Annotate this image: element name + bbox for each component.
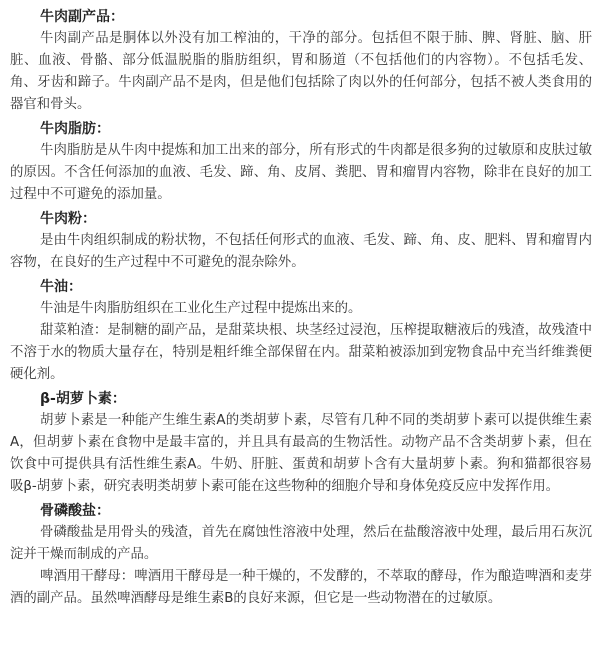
section-paragraph: 牛肉脂肪是从牛肉中提炼和加工出来的部分，所有形式的牛肉都是很多狗的过敏原和皮肤过敏的原因。不含任何添加的血液、毛发、蹄、角、皮屑、粪肥、胃和瘤胃内容物，除非在良好的加工过程中不可避免的添加量。 — [10, 143, 592, 202]
section-paragraph: 是由牛肉组织制成的粉状物，不包括任何形式的血液、毛发、蹄、角、皮、肥料、胃和瘤胃内容物，在良好的生产过程中不可避免的混杂除外。 — [10, 233, 592, 270]
section-paragraph: 胡萝卜素是一种能产生维生素A的类胡萝卜素，尽管有几种不同的类胡萝卜素可以提供维生素A，但胡萝卜素在食物中是最丰富的，并且具有最高的生物活性。动物产品不含类胡萝卜素，但在饮食中可提供具有活性维生素A。牛奶、肝脏、蛋黄和胡萝卜含有大量胡萝卜素。狗和猫都很容易吸β-胡萝卜素，研究表明类胡萝卜素可能在这些物种的细胞介导和身体免疫反应中发挥作用。 — [10, 413, 592, 494]
section-paragraph: 骨磷酸盐是用骨头的残渣，首先在腐蚀性溶液中处理，然后在盐酸溶液中处理，最后用石灰沉淀并干燥而制成的产品。 — [10, 525, 592, 562]
section-paragraph: 牛油是牛肉脂肪组织在工业化生产过程中提炼出来的。 — [40, 301, 362, 316]
section-heading-bone-phosphate: 骨磷酸盐： — [40, 503, 110, 519]
section-heading-beef-fat: 牛肉脂肪： — [40, 121, 110, 137]
section-paragraph: 甜菜粕渣：是制糖的副产品，是甜菜块根、块茎经过浸泡，压榨提取糖液后的残渣，故残渣中不溶于水的物质大量存在，特别是粗纤维全部保留在内。甜菜粕被添加到宠物食品中充当纤维粪便硬化剂。 — [10, 323, 592, 382]
section-heading-beta-carotene: β-胡萝卜素： — [40, 391, 126, 407]
section-paragraph: 牛肉副产品是胴体以外没有加工榨油的，干净的部分。包括但不限于肺、脾、肾脏、脑、肝脏、血液、骨骼、部分低温脱脂的脂肪组织，胃和肠道（不包括他们的内容物）。不包括毛发、角、牙齿和蹄子。牛肉副产品不是肉，但是他们包括除了肉以外的任何部分，包括不被人类食用的器官和骨头。 — [10, 31, 592, 112]
section-heading-beef-byproducts: 牛肉副产品： — [40, 9, 124, 25]
section-paragraph: 啤酒用干酵母：啤酒用干酵母是一种干燥的，不发酵的，不萃取的酵母，作为酿造啤酒和麦芽酒的副产品。虽然啤酒酵母是维生素B的良好来源，但它是一些动物潜在的过敏原。 — [10, 569, 592, 606]
section-heading-beef-meal: 牛肉粉： — [40, 211, 96, 227]
section-heading-beef-tallow: 牛油： — [40, 279, 82, 295]
